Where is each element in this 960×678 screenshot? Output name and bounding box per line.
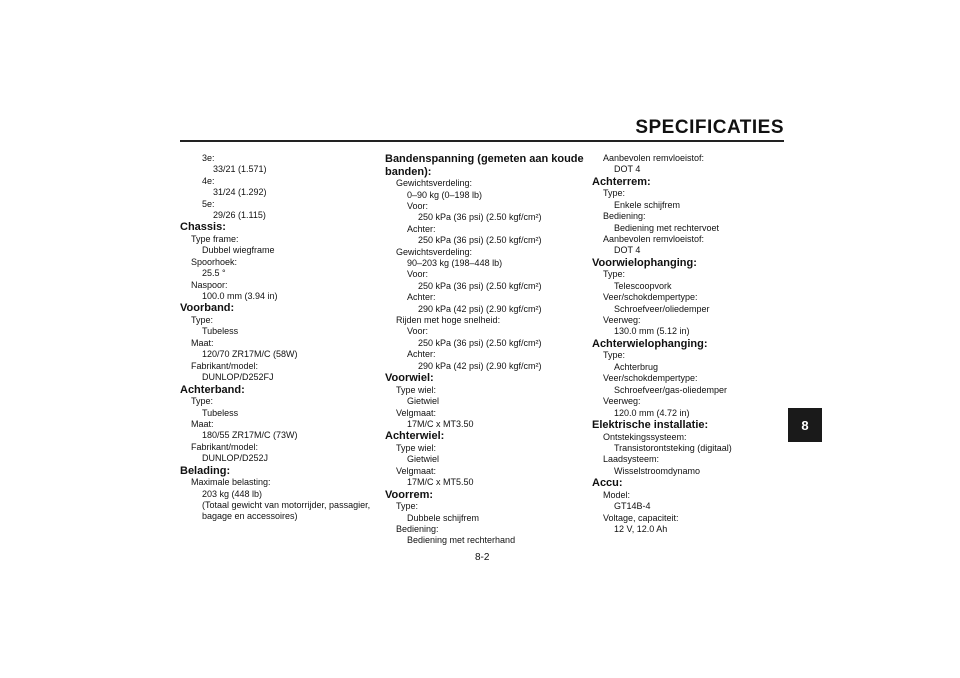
spec-label: Type:	[603, 350, 626, 361]
spec-value: 33/21 (1.571)	[213, 164, 267, 175]
section-heading: Voorwielophanging:	[592, 256, 697, 269]
spec-value: DOT 4	[614, 245, 641, 256]
spec-label: Gewichtsverdeling:	[396, 178, 473, 189]
spec-value: 100.0 mm (3.94 in)	[202, 291, 278, 302]
spec-label: Maximale belasting:	[191, 477, 271, 488]
spec-value: DUNLOP/D252J	[202, 453, 269, 464]
page-number: 8-2	[475, 552, 490, 563]
spec-value: 203 kg (448 lb)	[202, 488, 263, 499]
spec-value: 17M/C x MT5.50	[407, 477, 474, 488]
spec-value: Telescoopvork	[614, 280, 672, 291]
spec-label: Veer/schokdempertype:	[603, 373, 698, 384]
spec-label: Rijden met hoge snelheid:	[396, 315, 501, 326]
spec-label: Voltage, capaciteit:	[603, 512, 679, 523]
spec-label: Maat:	[191, 418, 214, 429]
spec-value: Tubeless	[202, 407, 239, 418]
section-heading: Voorband:	[180, 302, 235, 315]
section-heading: Bandenspanning (gemeten aan koude banden):	[385, 153, 584, 178]
spec-value: Gietwiel	[407, 454, 440, 465]
spec-value: Voor:	[407, 326, 429, 337]
spec-value: Achter:	[407, 223, 436, 234]
spec-value: Dubbel wiegframe	[202, 245, 275, 256]
spec-value: Achterbrug	[614, 361, 659, 372]
section-heading: Accu:	[592, 477, 623, 490]
spec-value: 250 kPa (36 psi) (2.50 kgf/cm²)	[418, 212, 542, 223]
spec-value: 3e:	[202, 153, 215, 163]
spec-value: 250 kPa (36 psi) (2.50 kgf/cm²)	[418, 280, 542, 291]
spec-value: Schroefveer/oliedemper	[614, 303, 710, 314]
section-heading: Achterwielophanging:	[592, 337, 708, 350]
spec-value: 120/70 ZR17M/C (58W)	[202, 349, 298, 360]
spec-label: Veerweg:	[603, 396, 641, 407]
spec-label: Bediening:	[603, 211, 646, 222]
section-heading: Achterwiel:	[385, 430, 445, 443]
spec-value: Voor:	[407, 269, 429, 280]
spec-label: Type frame:	[191, 234, 239, 245]
spec-label: Fabrikant/model:	[191, 441, 259, 452]
spec-value: 130.0 mm (5.12 in)	[614, 326, 690, 337]
spec-column-2	[385, 153, 585, 547]
spec-value: 290 kPa (42 psi) (2.90 kgf/cm²)	[418, 360, 542, 371]
spec-value: DUNLOP/D252FJ	[202, 372, 274, 383]
spec-label: Laadsysteem:	[603, 454, 660, 465]
spec-value: 12 V, 12.0 Ah	[614, 523, 668, 534]
spec-value: DOT 4	[614, 164, 641, 175]
spec-value: Gietwiel	[407, 396, 440, 407]
spec-label: Type:	[396, 501, 419, 512]
spec-label: Ontstekingssysteem:	[603, 431, 687, 442]
page-title: SPECIFICATIES	[635, 117, 784, 138]
spec-label: Bediening:	[396, 523, 439, 534]
spec-label: Veerweg:	[603, 315, 641, 326]
section-heading: Elektrische installatie:	[592, 418, 709, 431]
spec-value: GT14B-4	[614, 501, 651, 512]
spec-label: Velgmaat:	[396, 465, 437, 476]
spec-value: 90–203 kg (198–448 lb)	[407, 258, 503, 269]
spec-label: Naspoor:	[191, 279, 228, 290]
spec-value: Voor:	[407, 201, 429, 211]
spec-label: Veer/schokdempertype:	[603, 292, 698, 303]
spec-value: 120.0 mm (4.72 in)	[614, 407, 690, 418]
spec-label: Fabrikant/model:	[191, 360, 259, 371]
spec-value: Tubeless	[202, 326, 239, 337]
spec-value: Dubbele schijfrem	[407, 512, 480, 523]
section-heading: Chassis:	[180, 221, 226, 234]
spec-value: Wisselstroomdynamo	[614, 465, 701, 476]
spec-value: 17M/C x MT3.50	[407, 418, 474, 429]
spec-value: Bediening met rechtervoet	[614, 222, 720, 233]
section-heading: Achterband:	[180, 383, 245, 396]
spec-value: Transistorontsteking (digitaal)	[614, 442, 732, 453]
spec-label: Type:	[603, 269, 626, 280]
section-heading: Achterrem:	[592, 175, 651, 188]
spec-label: Model:	[603, 489, 631, 500]
spec-value: Achter:	[407, 349, 436, 360]
spec-label: Gewichtsverdeling:	[396, 246, 473, 257]
section-heading: Belading:	[180, 464, 231, 477]
spec-value: Bediening met rechterhand	[407, 535, 516, 546]
spec-value: Achter:	[407, 292, 436, 303]
spec-label: Velgmaat:	[396, 407, 437, 418]
section-heading: Voorwiel:	[385, 372, 434, 385]
spec-column-3	[592, 153, 792, 535]
spec-label: Type:	[191, 396, 214, 407]
spec-value: 25.5 °	[202, 268, 226, 279]
spec-label: Type wiel:	[396, 384, 437, 395]
spec-value: Enkele schijfrem	[614, 199, 681, 210]
spec-value: Schroefveer/gas-oliedemper	[614, 384, 728, 395]
spec-value: 0–90 kg (0–198 lb)	[407, 189, 483, 200]
spec-value: 31/24 (1.292)	[213, 187, 267, 198]
title-rule	[180, 140, 784, 142]
spec-label: Type wiel:	[396, 442, 437, 453]
spec-value: 250 kPa (36 psi) (2.50 kgf/cm²)	[418, 235, 542, 246]
spec-label: Type:	[191, 315, 214, 326]
spec-label: Spoorhoek:	[191, 256, 238, 267]
spec-label: Maat:	[191, 337, 214, 348]
spec-value: 5e:	[202, 198, 215, 209]
chapter-tab: 8	[788, 408, 822, 442]
spec-label: Type:	[603, 188, 626, 199]
spec-value: (Totaal gewicht van motorrijder, passagier,	[202, 499, 371, 510]
spec-label: Aanbevolen remvloeistof:	[603, 234, 705, 245]
spec-label: Aanbevolen remvloeistof:	[603, 153, 705, 163]
section-heading: Voorrem:	[385, 488, 434, 501]
spec-value: 180/55 ZR17M/C (73W)	[202, 430, 298, 441]
spec-value: 250 kPa (36 psi) (2.50 kgf/cm²)	[418, 337, 542, 348]
spec-column-1	[180, 153, 370, 523]
spec-value: bagage en accessoires)	[202, 511, 298, 522]
spec-value: 4e:	[202, 175, 215, 186]
spec-value: 290 kPa (42 psi) (2.90 kgf/cm²)	[418, 303, 542, 314]
spec-value: 29/26 (1.115)	[213, 210, 266, 221]
